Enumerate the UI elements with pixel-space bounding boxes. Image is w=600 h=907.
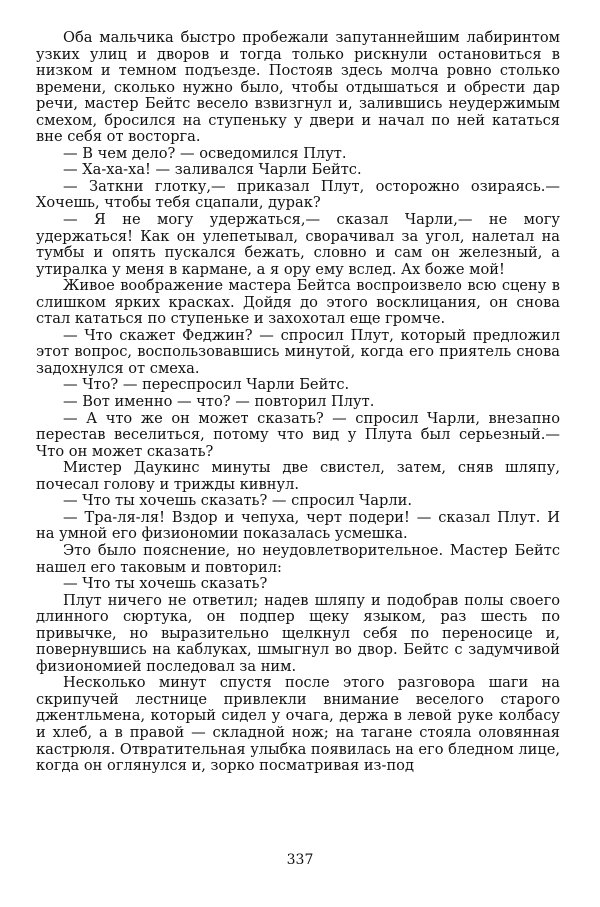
paragraph: — Я не могу удержаться,— сказал Чарли,— не могу удержаться! Как он улепетывал, сворачивал за угол, налетал на тумбы и опять пускался бежать, словно и сам он железный, а утиралка у меня в кармане, а я ору ему вслед. Ах боже мой!: [36, 211, 560, 278]
body-text: [36, 30, 560, 775]
paragraph: Плут ничего не ответил; надев шляпу и подобрав полы своего длинного сюртука, он подпер щеку языком, раз шесть по привычке, но выразительно щелкнул себя по переносице и, повернувшись на каблуках, шмыгнул во двор. Бейтс с задумчивой физиономией последовал за ним.: [36, 591, 560, 675]
paragraph: Живое воображение мастера Бейтса воспроизвело всю сцену в слишком ярких красках. Дойдя до этого восклицания, он снова стал кататься по ступенькe и захохотал еще громче.: [36, 277, 560, 328]
paragraph: — В чем дело? — осведомился Плут.: [63, 144, 347, 162]
paragraph: — Что скажет Феджин? — спросил Плут, который предложил этот вопрос, воспользовавшись минутой, когда его приятель снова задохнулся от смеха.: [36, 326, 560, 377]
paragraph: — Что ты хочешь сказать?: [63, 575, 268, 593]
paragraph: — Вот именно — что? — повторил Плут.: [63, 393, 375, 411]
page-number: 337: [286, 852, 314, 868]
paragraph: — Тра-ля-ля! Вздор и чепуха, черт подери! — сказал Плут. И на умной его физиономии показалась усмешка.: [36, 508, 560, 543]
paragraph: Мистер Даукинс минуты две свистел, затем, сняв шляпу, почесал голову и трижды кивнул.: [36, 459, 560, 493]
paragraph: — Что? — переспросил Чарли Бейтс.: [63, 376, 350, 394]
paragraph: Оба мальчика быстро пробежали запутаннейшим лабиринтом узких улиц и дворов и тогда только рискнули остановиться в низком и темном подъезде. Постояв здесь молча ровно столько времени, сколько нужно было, чтобы отдышаться и обрести дар речи, мастер Бейтс весело взвизгнул и, залившись неудержимым смехом, бросился на ступеньку у двери и начал по ней кататься вне себя от восторга.: [36, 29, 560, 146]
paragraph: — Заткни глотку,— приказал Плут, осторожно озираясь.— Хочешь, чтобы тебя сцапали, дурак?: [36, 177, 560, 212]
paragraph: Это было пояснение, но неудовлетворительное. Мастер Бейтс нашел его таковым и повторил:: [36, 541, 560, 576]
paragraph: — А что же он может сказать? — спросил Чарли, внезапно перестав веселиться, потому что вид у Плута был серьезный.— Что он может сказать?: [36, 409, 560, 460]
paragraph: Несколько минут спустя после этого разговора шаги на скрипучей лестнице привлекли внимание веселого старого джентльмена, который сидел у очага, держа в левой руке колбасу и хлеб, а в правой — складной нож; на тагане стояла оловянная кастрюля. Отвратительная улыбка появилась на его бледном лице, когда он оглянулся и, зорко посматривая из-под: [36, 674, 560, 775]
paragraph: — Что ты хочешь сказать? — спросил Чарли.: [63, 492, 412, 510]
paragraph: — Ха-ха-ха! — заливался Чарли Бейтс.: [63, 161, 362, 179]
